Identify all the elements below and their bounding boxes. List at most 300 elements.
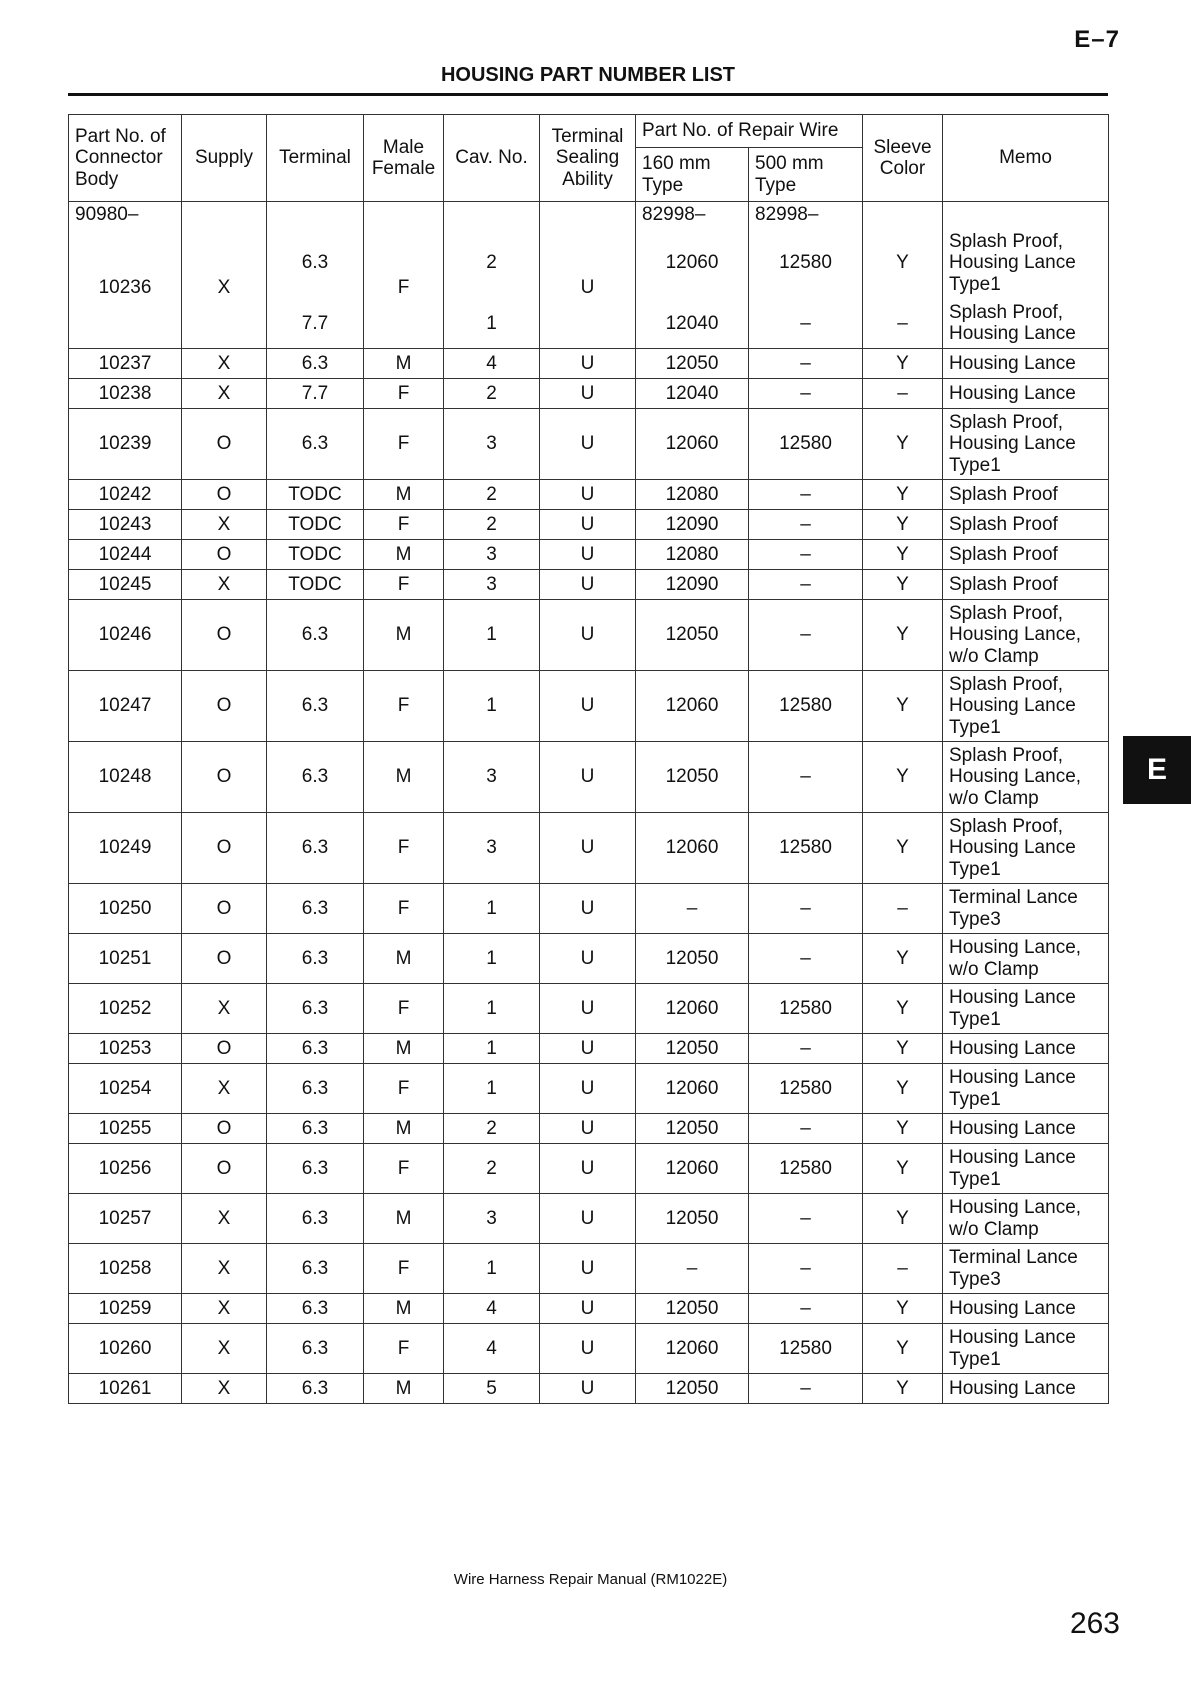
header-male-female-line: Male [382, 136, 425, 158]
cell-160mm: 12050 [636, 934, 749, 984]
cell-160mm: 12060 [636, 228, 749, 299]
cell-supply: X [182, 1374, 267, 1404]
memo-line: Splash Proof [949, 483, 1058, 505]
header-500mm-line: 500 mm [755, 153, 824, 174]
header-160mm-line: Type [642, 174, 684, 196]
section-tab-e[interactable]: E [1123, 736, 1191, 804]
memo-line: Housing Lance [949, 352, 1076, 374]
cell-160mm: 12060 [636, 1144, 749, 1194]
table-header [69, 115, 1109, 202]
cell-500mm: – [749, 1034, 863, 1064]
cell-supply: X [182, 1194, 267, 1244]
cell-memo [943, 884, 1109, 934]
cell-terminal: 6.3 [267, 742, 364, 813]
cell-160mm: 12050 [636, 349, 749, 379]
cell-sealing: U [540, 540, 636, 570]
housing-part-table [68, 114, 1109, 1404]
cell-supply: X [182, 1244, 267, 1294]
memo-line: w/o Clamp [949, 787, 1039, 809]
cell-sealing: U [540, 570, 636, 600]
cell-cav: 1 [444, 1244, 540, 1294]
cell-cav: 1 [444, 1034, 540, 1064]
cell-160mm: 12050 [636, 1294, 749, 1324]
cell-sealing: U [540, 742, 636, 813]
memo-line: Housing Lance [949, 1147, 1076, 1168]
table-row [69, 934, 1109, 984]
cell-terminal: 6.3 [267, 813, 364, 884]
cell-500mm: – [749, 1294, 863, 1324]
table-row [69, 1194, 1109, 1244]
cell-sealing: U [540, 1244, 636, 1294]
cell-supply: X [182, 1064, 267, 1114]
cell-male-female: M [364, 600, 444, 671]
cell-cav: 3 [444, 570, 540, 600]
cell-160mm: 12040 [636, 299, 749, 349]
table-row [69, 1144, 1109, 1194]
cell-cav: 2 [444, 1114, 540, 1144]
cell-memo [943, 299, 1109, 349]
cell-memo [943, 349, 1109, 379]
cell-sleeve: Y [863, 813, 943, 884]
cell-sealing: U [540, 1294, 636, 1324]
cell-cav: 4 [444, 1294, 540, 1324]
cell-sleeve: – [863, 299, 943, 349]
memo-line: Splash Proof [949, 543, 1058, 565]
cell-sleeve: Y [863, 480, 943, 510]
memo-line: Housing Lance [949, 987, 1076, 1008]
cell-male-female: F [364, 510, 444, 540]
cell-sleeve: Y [863, 1144, 943, 1194]
cell-sleeve: Y [863, 600, 943, 671]
cell-sealing: U [540, 228, 636, 349]
header-sealing-line: Ability [562, 168, 613, 190]
cell-500mm: 12580 [749, 1064, 863, 1114]
cell-500mm: – [749, 1114, 863, 1144]
cell-part-no: 10259 [69, 1294, 182, 1324]
cell-500mm: 12580 [749, 228, 863, 299]
cell-male-female: M [364, 480, 444, 510]
cell-memo [943, 379, 1109, 409]
cell-part-no: 10258 [69, 1244, 182, 1294]
cell-terminal: 6.3 [267, 1114, 364, 1144]
cell-male-female: F [364, 671, 444, 742]
table-row [69, 379, 1109, 409]
cell-160mm: – [636, 884, 749, 934]
cell-supply: O [182, 884, 267, 934]
cell-part-no: 10242 [69, 480, 182, 510]
cell-500mm: – [749, 349, 863, 379]
cell-terminal: 7.7 [267, 379, 364, 409]
cell-sealing: U [540, 1144, 636, 1194]
table-row [69, 742, 1109, 813]
cell-sleeve: Y [863, 228, 943, 299]
header-male-female-line: Female [371, 158, 436, 179]
cell-160mm: 12050 [636, 742, 749, 813]
cell-memo [943, 480, 1109, 510]
memo-line: Housing Lance [949, 1377, 1076, 1399]
table-body [69, 202, 1109, 1404]
cell-cav: 1 [444, 671, 540, 742]
cell-160mm: 12080 [636, 480, 749, 510]
cell-part-no: 10238 [69, 379, 182, 409]
memo-line: Splash Proof, [949, 815, 1064, 837]
cell-sleeve: Y [863, 671, 943, 742]
cell-sealing: U [540, 1194, 636, 1244]
table-row [69, 570, 1109, 600]
cell-memo [943, 510, 1109, 540]
header-sealing [540, 115, 636, 202]
memo-line: Housing Lance [949, 1327, 1076, 1348]
cell-terminal: 6.3 [267, 1244, 364, 1294]
memo-line: Housing Lance, [949, 766, 1082, 788]
cell-terminal: TODC [267, 570, 364, 600]
header-memo: Memo [943, 115, 1109, 202]
cell-cav: 2 [444, 510, 540, 540]
cell-sealing: U [540, 671, 636, 742]
cell-memo [943, 984, 1109, 1034]
cell-terminal: 6.3 [267, 884, 364, 934]
header-part-no [69, 115, 182, 202]
cell-memo [943, 1114, 1109, 1144]
header-500mm [749, 148, 863, 202]
cell-male-female: M [364, 1194, 444, 1244]
cell-sleeve: Y [863, 510, 943, 540]
header-supply: Supply [182, 115, 267, 202]
table-row [69, 1064, 1109, 1114]
cell-supply: O [182, 409, 267, 480]
cell-male-female: M [364, 349, 444, 379]
cell-160mm: 12060 [636, 671, 749, 742]
cell-500mm: – [749, 1244, 863, 1294]
cell-160mm: 12060 [636, 1064, 749, 1114]
cell-sleeve: Y [863, 1114, 943, 1144]
cell-memo [943, 600, 1109, 671]
cell-memo [943, 1294, 1109, 1324]
cell-terminal: 6.3 [267, 409, 364, 480]
cell-supply: O [182, 813, 267, 884]
memo-line: Type1 [949, 1168, 1001, 1190]
cell-male-female: M [364, 540, 444, 570]
cell-sealing: U [540, 379, 636, 409]
cell-male-female: F [364, 228, 444, 349]
cell-terminal: 6.3 [267, 600, 364, 671]
table-row [69, 600, 1109, 671]
cell-male-female: M [364, 1114, 444, 1144]
cell-terminal: 6.3 [267, 1294, 364, 1324]
memo-line: Splash Proof, [949, 602, 1064, 624]
memo-line: Housing Lance [949, 382, 1076, 404]
title-underline [68, 93, 1108, 96]
header-160mm [636, 148, 749, 202]
cell-sealing: U [540, 813, 636, 884]
memo-line: Housing Lance [949, 1037, 1076, 1059]
memo-line: Type1 [949, 716, 1001, 738]
cell-500mm: 12580 [749, 813, 863, 884]
cell-male-female: F [364, 409, 444, 480]
memo-line: Housing Lance, [949, 624, 1082, 646]
header-part-no-line: Part No. of [75, 125, 166, 147]
cell-sealing: U [540, 984, 636, 1034]
table-row [69, 984, 1109, 1034]
cell-part-no: 10244 [69, 540, 182, 570]
cell-male-female: F [364, 1244, 444, 1294]
memo-line: Splash Proof, [949, 411, 1064, 433]
cell-cav: 3 [444, 1194, 540, 1244]
cell-part-no: 10249 [69, 813, 182, 884]
cell-memo [943, 671, 1109, 742]
table-row [69, 1034, 1109, 1064]
table-row [69, 1244, 1109, 1294]
cell-part-no: 10248 [69, 742, 182, 813]
cell-supply: O [182, 1144, 267, 1194]
cell-cav: 1 [444, 884, 540, 934]
table-row [69, 884, 1109, 934]
prefix-row [69, 202, 1109, 228]
cell-part-no: 10254 [69, 1064, 182, 1114]
cell-terminal: 6.3 [267, 1324, 364, 1374]
cell-part-no: 10243 [69, 510, 182, 540]
cell-part-no: 10247 [69, 671, 182, 742]
cell-supply: X [182, 984, 267, 1034]
cell-cav: 2 [444, 1144, 540, 1194]
cell-sleeve: – [863, 379, 943, 409]
memo-line: Splash Proof [949, 573, 1058, 595]
memo-line: Splash Proof, [949, 673, 1064, 695]
cell-male-female: F [364, 1144, 444, 1194]
cell-part-no: 10253 [69, 1034, 182, 1064]
cell-male-female: M [364, 1294, 444, 1324]
header-sleeve-color [863, 115, 943, 202]
cell-500mm: – [749, 379, 863, 409]
cell-memo [943, 934, 1109, 984]
section-code: E–7 [1074, 26, 1120, 53]
cell-supply: O [182, 480, 267, 510]
memo-line: Housing Lance [949, 1117, 1076, 1139]
cell-supply: O [182, 600, 267, 671]
memo-line: Type1 [949, 273, 1001, 295]
cell-supply: X [182, 379, 267, 409]
cell-500mm: – [749, 1194, 863, 1244]
cell-sealing: U [540, 1324, 636, 1374]
cell-sleeve: Y [863, 1374, 943, 1404]
cell-sealing: U [540, 409, 636, 480]
cell-part-no: 10252 [69, 984, 182, 1034]
cell-500mm: – [749, 1374, 863, 1404]
cell-terminal: TODC [267, 540, 364, 570]
memo-line: Splash Proof, [949, 230, 1064, 252]
cell [943, 202, 1109, 228]
cell-cav: 1 [444, 934, 540, 984]
table-row [69, 349, 1109, 379]
table-row [69, 813, 1109, 884]
cell-part-no: 10255 [69, 1114, 182, 1144]
footer-manual-title: Wire Harness Repair Manual (RM1022E) [453, 1571, 728, 1588]
cell-sleeve: Y [863, 984, 943, 1034]
cell-sealing: U [540, 1114, 636, 1144]
cell-supply: O [182, 1114, 267, 1144]
cell-part-no: 10239 [69, 409, 182, 480]
cell-memo [943, 409, 1109, 480]
cell-memo [943, 813, 1109, 884]
header-sleeve-line: Sleeve [873, 136, 932, 158]
memo-line: Splash Proof, [949, 301, 1064, 323]
memo-line: Type1 [949, 1348, 1001, 1370]
memo-line: Terminal Lance [949, 887, 1078, 908]
cell-cav: 1 [444, 984, 540, 1034]
cell-memo [943, 742, 1109, 813]
page-title: HOUSING PART NUMBER LIST [440, 64, 736, 86]
cell-terminal: 6.3 [267, 349, 364, 379]
cell [267, 202, 364, 228]
cell-part-no: 10260 [69, 1324, 182, 1374]
cell-sealing: U [540, 934, 636, 984]
cell-500mm: – [749, 934, 863, 984]
memo-line: Housing Lance [949, 1297, 1076, 1319]
cell-supply: X [182, 510, 267, 540]
table-row [69, 1294, 1109, 1324]
cell-160mm: 12080 [636, 540, 749, 570]
cell-160mm: 12050 [636, 1374, 749, 1404]
cell-part-no: 10250 [69, 884, 182, 934]
cell-160mm: 12050 [636, 600, 749, 671]
cell-memo [943, 1374, 1109, 1404]
memo-line: Housing Lance, [949, 1197, 1082, 1218]
memo-line: Housing Lance [949, 323, 1076, 345]
table-row [69, 671, 1109, 742]
cell-cav: 2 [444, 379, 540, 409]
memo-line: Splash Proof [949, 513, 1058, 535]
cell-terminal: 7.7 [267, 299, 364, 349]
cell-male-female: F [364, 884, 444, 934]
cell-sleeve: – [863, 884, 943, 934]
cell-sleeve: Y [863, 409, 943, 480]
cell-terminal: 6.3 [267, 1194, 364, 1244]
memo-line: Housing Lance, [949, 937, 1082, 958]
cell-cav: 4 [444, 1324, 540, 1374]
header-repair-wire: Part No. of Repair Wire [636, 115, 863, 148]
header-cav-no: Cav. No. [444, 115, 540, 202]
cell-male-female: F [364, 813, 444, 884]
cell-part-no: 10257 [69, 1194, 182, 1244]
cell-500mm: – [749, 540, 863, 570]
cell-sleeve: Y [863, 1324, 943, 1374]
cell-500mm: – [749, 570, 863, 600]
header-part-no-line: Body [75, 168, 119, 190]
memo-line: Housing Lance [949, 1067, 1076, 1088]
cell-500mm: 12580 [749, 671, 863, 742]
cell-cav: 3 [444, 540, 540, 570]
cell-part-no: 10237 [69, 349, 182, 379]
cell-terminal: TODC [267, 480, 364, 510]
cell-terminal: 6.3 [267, 984, 364, 1034]
cell-part-no: 10251 [69, 934, 182, 984]
cell [364, 202, 444, 228]
cell-500mm: – [749, 299, 863, 349]
cell-sealing: U [540, 510, 636, 540]
cell-sealing: U [540, 884, 636, 934]
cell-160mm: 12040 [636, 379, 749, 409]
cell [540, 202, 636, 228]
cell-cav: 1 [444, 1064, 540, 1114]
table-row [69, 1374, 1109, 1404]
cell-memo [943, 570, 1109, 600]
cell-memo [943, 1194, 1109, 1244]
cell-supply: X [182, 1324, 267, 1374]
cell-500mm: 12580 [749, 1144, 863, 1194]
cell-sleeve: Y [863, 540, 943, 570]
cell-cav: 3 [444, 742, 540, 813]
cell-sealing: U [540, 1064, 636, 1114]
cell-supply: O [182, 671, 267, 742]
cell-male-female: M [364, 742, 444, 813]
cell-supply: O [182, 1034, 267, 1064]
prefix-wire-160: 82998– [636, 202, 749, 228]
cell-memo [943, 1034, 1109, 1064]
header-terminal: Terminal [267, 115, 364, 202]
cell-sleeve: Y [863, 1294, 943, 1324]
cell-500mm: – [749, 480, 863, 510]
table-row [69, 540, 1109, 570]
header-sleeve-line: Color [879, 158, 926, 179]
table-row [69, 510, 1109, 540]
cell-part-no: 10245 [69, 570, 182, 600]
cell-sealing: U [540, 600, 636, 671]
cell-terminal: 6.3 [267, 1144, 364, 1194]
header-sealing-line: Terminal [551, 125, 624, 147]
cell-160mm: 12050 [636, 1194, 749, 1244]
cell-male-female: F [364, 379, 444, 409]
cell-sleeve: Y [863, 934, 943, 984]
cell-supply: X [182, 570, 267, 600]
cell-male-female: F [364, 570, 444, 600]
memo-line: Housing Lance [949, 695, 1076, 717]
cell-160mm: 12090 [636, 510, 749, 540]
memo-line: Housing Lance [949, 837, 1076, 859]
memo-line: Terminal Lance [949, 1247, 1078, 1268]
cell-160mm: – [636, 1244, 749, 1294]
cell-part-no: 10236 [69, 228, 182, 349]
cell-500mm: 12580 [749, 1324, 863, 1374]
table-row [69, 1324, 1109, 1374]
cell-sleeve: Y [863, 570, 943, 600]
cell-terminal: 6.3 [267, 1064, 364, 1114]
cell-supply: O [182, 540, 267, 570]
cell-part-no: 10246 [69, 600, 182, 671]
cell-sealing: U [540, 349, 636, 379]
header-male-female [364, 115, 444, 202]
cell-supply: O [182, 742, 267, 813]
cell-cav: 3 [444, 813, 540, 884]
cell-male-female: F [364, 1324, 444, 1374]
cell [863, 202, 943, 228]
cell-sealing: U [540, 480, 636, 510]
cell-160mm: 12060 [636, 813, 749, 884]
cell-memo [943, 1064, 1109, 1114]
memo-line: Type1 [949, 1088, 1001, 1110]
memo-line: Type3 [949, 1268, 1001, 1290]
cell-sleeve: Y [863, 349, 943, 379]
memo-line: Type1 [949, 454, 1001, 476]
cell-supply: X [182, 228, 267, 349]
cell-cav: 5 [444, 1374, 540, 1404]
cell-male-female: F [364, 984, 444, 1034]
cell-cav: 1 [444, 600, 540, 671]
cell-sleeve: Y [863, 1034, 943, 1064]
cell-sleeve: Y [863, 1194, 943, 1244]
table-row [69, 228, 1109, 299]
header-500mm-line: Type [755, 174, 797, 196]
memo-line: Housing Lance [949, 252, 1076, 274]
